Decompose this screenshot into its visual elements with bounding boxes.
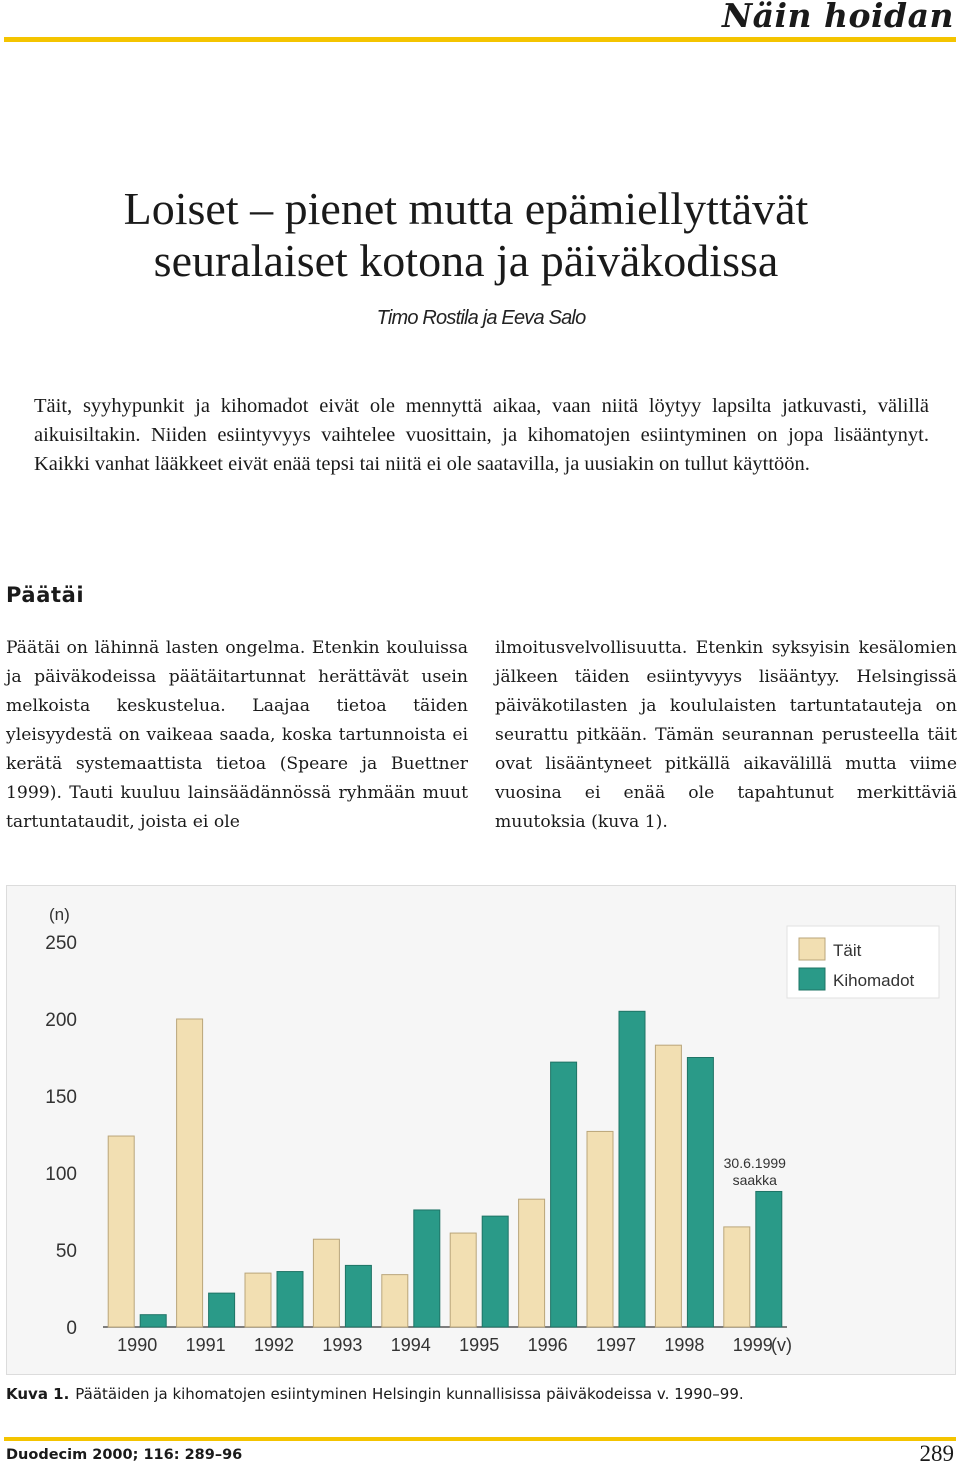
x-tick-label: 1995	[459, 1335, 500, 1355]
bar-kihomadot	[482, 1216, 508, 1327]
legend-label: Täit	[833, 941, 862, 960]
bar-kihomadot	[277, 1272, 303, 1327]
authors: Timo Rostila ja Eeva Salo	[376, 307, 586, 329]
caption-text: Päätäiden ja kihomatojen esiintyminen Helsingin kunnallisissa päiväkodeissa v. 1990–99.	[75, 1385, 744, 1403]
x-tick-label: 1994	[390, 1335, 431, 1355]
annotation-date: 30.6.1999	[723, 1155, 786, 1171]
y-tick-label: 0	[66, 1318, 77, 1339]
x-tick-label: 1991	[185, 1335, 226, 1355]
article-title	[0, 183, 932, 287]
bar-kihomadot	[345, 1265, 371, 1327]
y-axis-label: (n)	[49, 905, 70, 924]
bar-taeit	[519, 1199, 545, 1327]
x-tick-label: 1996	[527, 1335, 568, 1355]
title-line-2: seuralaiset kotona ja päiväkodissa	[153, 235, 779, 286]
y-tick-label: 100	[45, 1164, 77, 1185]
bar-kihomadot	[687, 1058, 713, 1328]
figure-caption	[6, 1385, 744, 1403]
journal-citation: Duodecim 2000; 116: 289–96	[6, 1447, 243, 1463]
page-number: 289	[919, 1441, 954, 1466]
legend-swatch	[799, 968, 825, 990]
bar-kihomadot	[414, 1210, 440, 1327]
top-rule	[4, 37, 956, 42]
figure	[6, 885, 956, 1375]
bar-kihomadot	[551, 1062, 577, 1327]
bottom-rule	[4, 1437, 956, 1441]
x-tick-label: 1993	[322, 1335, 363, 1355]
x-axis-label: (v)	[771, 1335, 792, 1355]
bar-taeit	[108, 1136, 134, 1327]
bar-kihomadot	[756, 1191, 782, 1327]
annotation-until: saakka	[732, 1172, 777, 1188]
x-tick-label: 1998	[664, 1335, 705, 1355]
x-tick-label: 1992	[253, 1335, 295, 1355]
y-tick-label: 50	[55, 1241, 77, 1262]
y-tick-label: 250	[45, 933, 77, 954]
bar-taeit	[724, 1227, 750, 1327]
caption-label: Kuva 1.	[6, 1385, 70, 1403]
bar-taeit	[450, 1233, 476, 1327]
bar-kihomadot	[619, 1011, 645, 1327]
bar-taeit	[655, 1045, 681, 1327]
bar-kihomadot	[140, 1315, 166, 1327]
section-heading: Päätäi	[6, 583, 85, 607]
legend-swatch	[799, 938, 825, 960]
bar-taeit	[177, 1019, 203, 1327]
bar-chart	[7, 886, 955, 1374]
bar-taeit	[382, 1275, 408, 1327]
bar-taeit	[245, 1273, 271, 1327]
bar-taeit	[587, 1131, 613, 1327]
y-tick-label: 200	[45, 1010, 77, 1031]
bar-kihomadot	[209, 1293, 235, 1327]
body-column-right: ilmoitusvelvollisuutta. Etenkin syksyisin kesälomien jälkeen täiden esiintyvyys lisääntyy. Helsingissä päiväkotilasten ja koululaisten tartuntatauteja on seurattu pitkään. Tämän seurannan perusteella täit ovat lisääntyneet pitkällä aikavälillä mutta viime vuosina ei enää ole tapahtunut merkittäviä muutoksia (kuva 1).	[495, 638, 957, 832]
x-tick-label: 1990	[117, 1335, 158, 1355]
bar-taeit	[313, 1239, 339, 1327]
body-column-left: Päätäi on lähinnä lasten ongelma. Etenkin kouluissa ja päiväkodeissa päätäitartunnat herättävät usein melkoista keskustelua. Laajaa tietoa täiden yleisyydestä on vaikeaa saada, koska tartunnoista ei kerätä systemaattista tietoa (Speare ja Buettner 1999). Tauti kuuluu lainsäädännössä ryhmään muut tartuntataudit, joista ei ole	[6, 638, 468, 832]
x-tick-label: 1999	[732, 1335, 773, 1355]
section-label: Näin hoidan	[721, 0, 954, 35]
title-line-1: Loiset – pienet mutta epämiellyttävät	[123, 183, 809, 234]
x-tick-label: 1997	[595, 1335, 637, 1355]
lead-paragraph: Täit, syyhypunkit ja kihomadot eivät ole mennyttä aikaa, vaan niitä löytyy lapsilta jatkuvasti, välillä aikuisiltakin. Niiden esiintyvyys vaihtelee vuosittain, ja kihomatojen esiintyminen on jopa lisääntynyt. Kaikki vanhat lääkkeet eivät enää tepsi tai niitä ei ole saatavilla, ja uusiakin on tullut käyttöön.	[34, 395, 929, 475]
y-tick-label: 150	[45, 1087, 77, 1108]
legend-label: Kihomadot	[833, 971, 915, 990]
